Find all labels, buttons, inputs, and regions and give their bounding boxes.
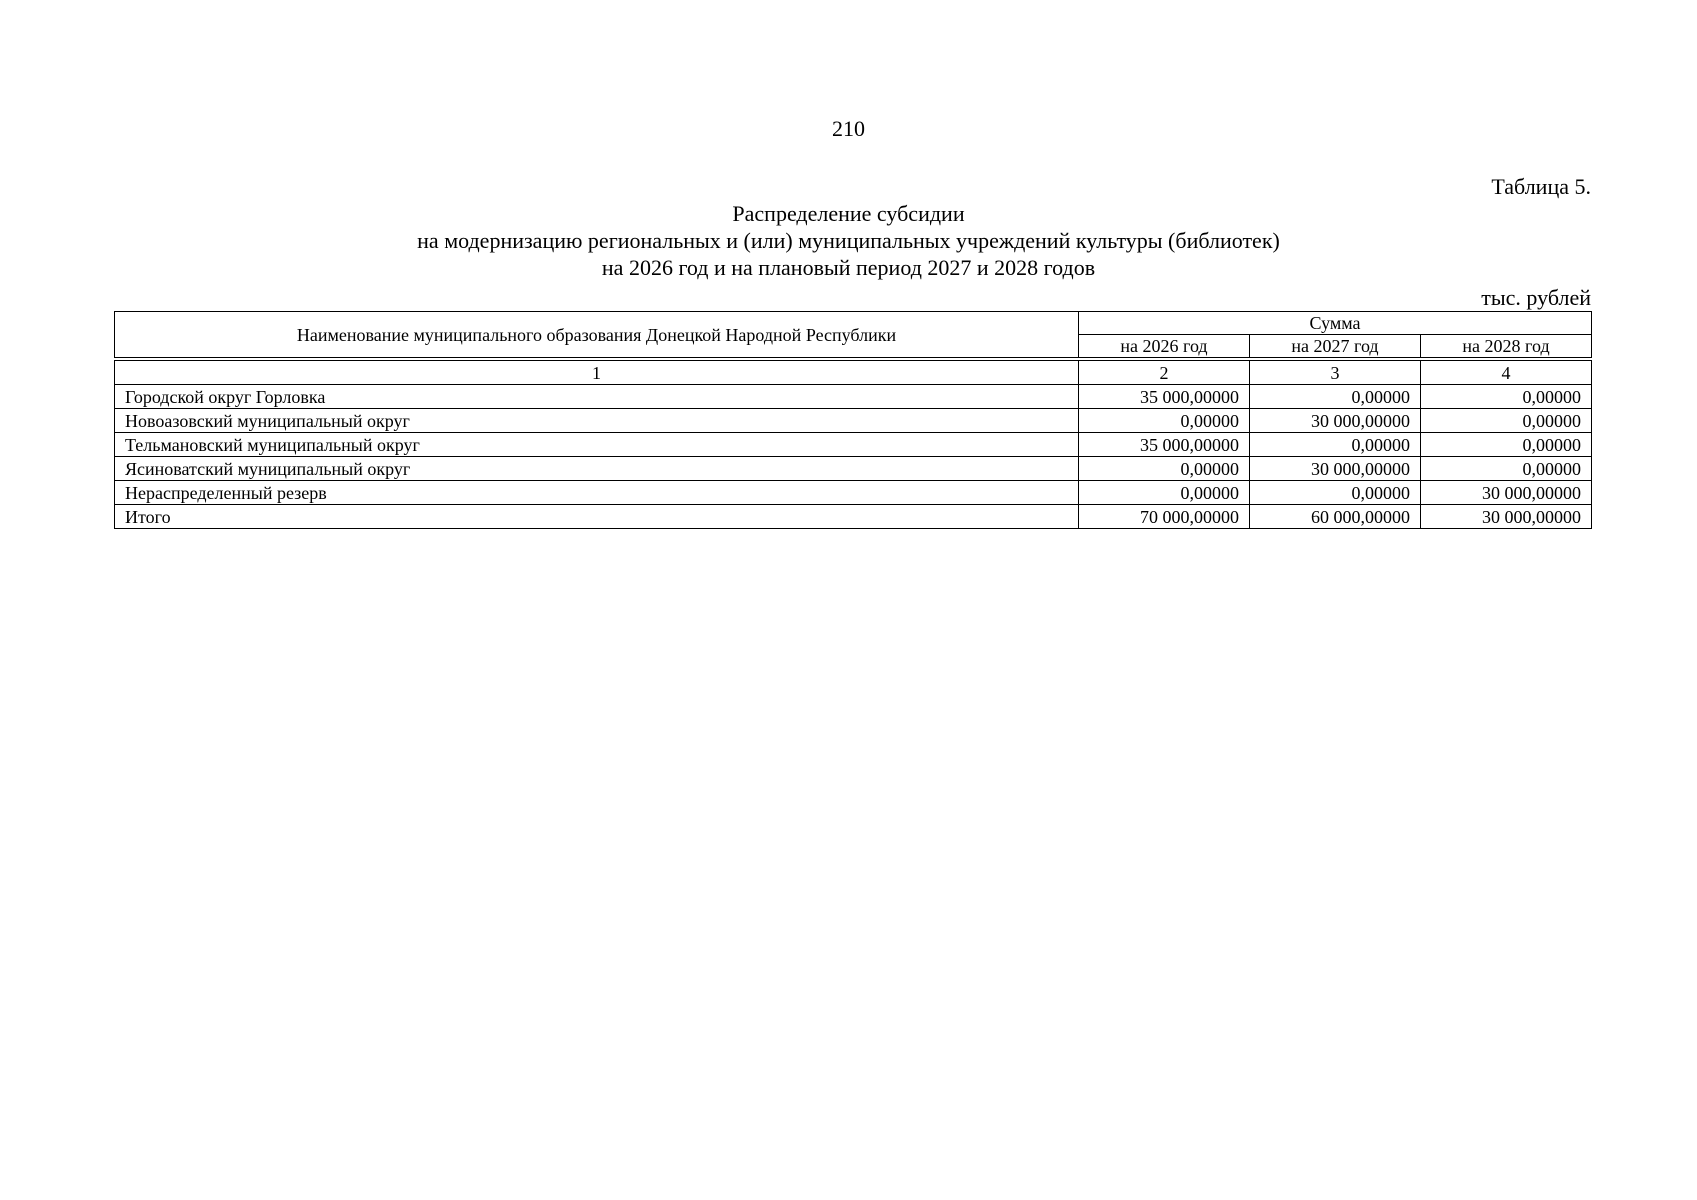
row-value-2028: 0,00000 <box>1421 409 1592 433</box>
table-row <box>115 433 1592 457</box>
column-number-1: 1 <box>115 361 1079 385</box>
units-label: тыс. рублей <box>1481 285 1591 310</box>
row-value-2027: 0,00000 <box>1250 481 1421 505</box>
table-row <box>115 481 1592 505</box>
column-number-4: 4 <box>1421 361 1592 385</box>
row-name: Тельмановский муниципальный округ <box>115 433 1079 457</box>
header-name: Наименование муниципального образования Донецкой Народной Республики <box>115 312 1079 358</box>
subsidy-distribution-table <box>114 311 1592 529</box>
table-caption: Таблица 5. <box>1491 174 1591 199</box>
row-value-2028: 30 000,00000 <box>1421 505 1592 529</box>
column-number-row <box>115 361 1592 385</box>
row-value-2026: 35 000,00000 <box>1079 385 1250 409</box>
header-year-2027: на 2027 год <box>1250 335 1421 358</box>
row-value-2026: 0,00000 <box>1079 409 1250 433</box>
row-value-2028: 0,00000 <box>1421 385 1592 409</box>
total-row <box>115 505 1592 529</box>
table-row <box>115 457 1592 481</box>
row-name: Ясиноватский муниципальный округ <box>115 457 1079 481</box>
row-value-2026: 35 000,00000 <box>1079 433 1250 457</box>
row-value-2027: 0,00000 <box>1250 385 1421 409</box>
row-name: Новоазовский муниципальный округ <box>115 409 1079 433</box>
header-row-1 <box>115 312 1592 335</box>
row-value-2027: 30 000,00000 <box>1250 457 1421 481</box>
row-value-2027: 30 000,00000 <box>1250 409 1421 433</box>
row-value-2028: 30 000,00000 <box>1421 481 1592 505</box>
table-row <box>115 409 1592 433</box>
row-value-2026: 0,00000 <box>1079 481 1250 505</box>
column-number-3: 3 <box>1250 361 1421 385</box>
page-number: 210 <box>832 116 865 141</box>
row-name: Городской округ Горловка <box>115 385 1079 409</box>
header-sum: Сумма <box>1079 312 1592 335</box>
title-line-1: Распределение субсидии <box>732 201 965 226</box>
title-line-3: на 2026 год и на плановый период 2027 и 2028 годов <box>601 255 1096 280</box>
row-name: Итого <box>115 505 1079 529</box>
row-value-2027: 60 000,00000 <box>1250 505 1421 529</box>
row-value-2028: 0,00000 <box>1421 433 1592 457</box>
row-value-2028: 0,00000 <box>1421 457 1592 481</box>
row-value-2026: 0,00000 <box>1079 457 1250 481</box>
header-year-2028: на 2028 год <box>1421 335 1592 358</box>
table-row <box>115 385 1592 409</box>
row-name: Нераспределенный резерв <box>115 481 1079 505</box>
title-line-2: на модернизацию региональных и (или) муниципальных учреждений культуры (библиотек) <box>417 228 1280 253</box>
row-value-2026: 70 000,00000 <box>1079 505 1250 529</box>
column-number-2: 2 <box>1079 361 1250 385</box>
header-year-2026: на 2026 год <box>1079 335 1250 358</box>
row-value-2027: 0,00000 <box>1250 433 1421 457</box>
document-title <box>0 200 1697 281</box>
